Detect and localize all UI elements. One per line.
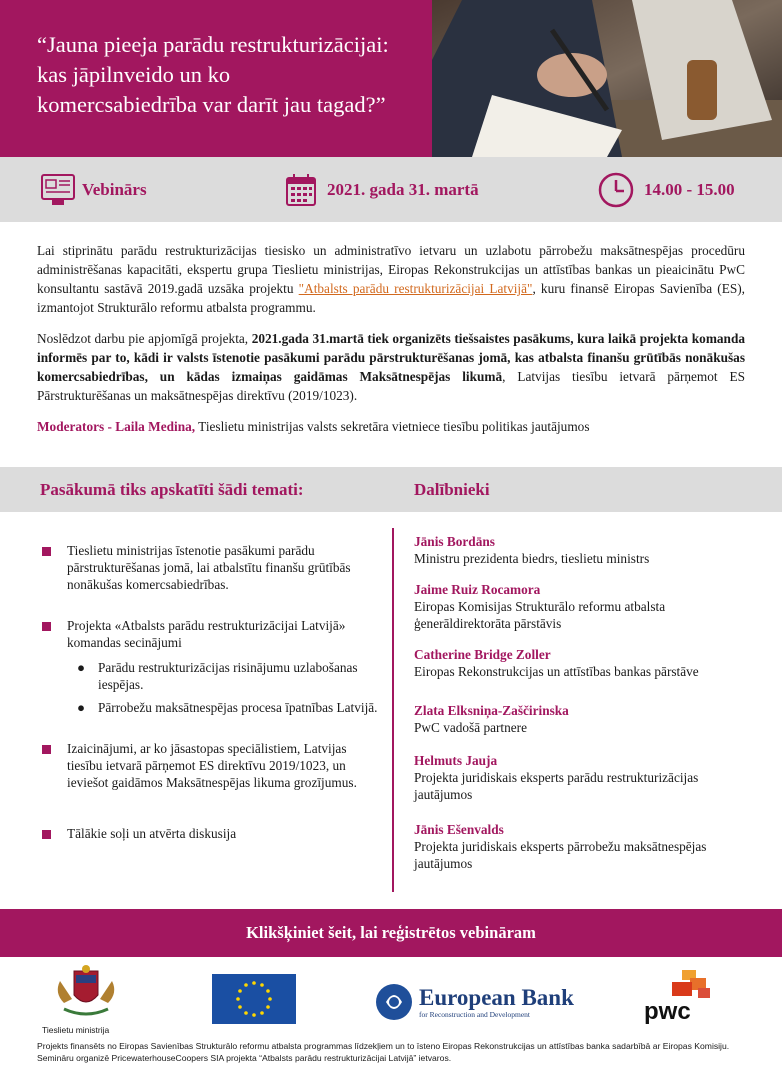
event-info-bar: [0, 157, 782, 222]
topics-list: [40, 542, 380, 842]
event-date: 2021. gada 31. martā: [285, 157, 479, 222]
bullet-square-icon: [42, 547, 51, 556]
bullet-dot-icon: ●: [77, 660, 86, 675]
eu-flag-icon: [212, 974, 296, 1024]
list-item: Zlata Elksniņa-Zaščirinska PwC vadošā partnere: [414, 703, 569, 735]
bullet-dot-icon: ●: [77, 700, 86, 715]
intro-paragraph-1: Lai stiprinātu parādu restrukturizācijas tiesisko un administratīvo ietvaru un uzlabotu pārrobežu maksātnespējas procedūru administrēšanas kapacitāti, ekspertu grupa Tieslietu ministrijas, Eiropas Rekonstrukcijas un attīstības bankas un pieaicinātu PwC konsultantu sastāvā 2019.gadā uzsāka projektu "Atbalsts parādu restrukturizācijai Latvijā", kuru finansē Eiropas Savienība (ES), izmantojot Strukturālo reformu atbalsta programmu.: [37, 243, 746, 315]
hero-photo: [432, 0, 782, 157]
ebrd-logo-title: European Bank: [419, 984, 574, 1010]
intro-text: [37, 241, 745, 448]
signing-document-photo-icon: [432, 0, 782, 157]
calendar-icon: [285, 173, 317, 207]
subtopics-list: [77, 659, 380, 716]
pwc-blocks-icon: [648, 968, 718, 1002]
clock-icon: [598, 172, 634, 208]
list-item: Projekta «Atbalsts parādu restrukturizācijai Latvijā» komandas secinājumi: [40, 617, 380, 651]
pwc-logo-text: pwc: [644, 998, 691, 1025]
column-divider: [392, 528, 394, 892]
footnote: Projekts finansēts no Eiropas Savienības Strukturālo reformu atbalsta programmas līdzekļiem un to īsteno Eiropas Rekonstrukcijas un attīstības banka sadarbībā ar Eiropas Komisiju. Semināru organizē PricewaterhouseCoopers SIA projekta “Atbalsts parādu restrukturizācijai Latvijā” ietvaros.: [37, 1041, 730, 1063]
ebrd-emblem-icon: [374, 982, 414, 1022]
list-item: Tālākie soļi un atvērta diskusija: [40, 825, 380, 842]
event-type: Vebinārs: [40, 157, 147, 222]
pwc-logo: [640, 968, 720, 1028]
project-link[interactable]: "Atbalsts parādu restrukturizācijai Latvijā": [298, 281, 533, 296]
list-item: ● Parādu restrukturizācijas risinājumu uzlabošanas iespējas.: [77, 660, 358, 692]
list-item: Catherine Bridge Zoller Eiropas Rekonstrukcijas un attīstības bankas pārstāve: [414, 647, 699, 679]
list-item: Tieslietu ministrijas īstenotie pasākumi parādu pārstrukturēšanas jomā, lai atbalstītu finanšu grūtībās nonākušas komercsabiedrības.: [40, 542, 380, 593]
page-title: “Jauna pieeja parādu restrukturizācijai: kas jāpilnveido un ko komercsabiedrība var darīt jau tagad?”: [37, 32, 389, 117]
bullet-square-icon: [42, 745, 51, 754]
eu-flag-logo: [212, 974, 296, 1024]
topics-heading: Pasākumā tiks apskatīti šādi temati:: [40, 480, 304, 499]
webinar-icon: [40, 172, 76, 208]
ebrd-logo-subtitle: for Reconstruction and Development: [419, 1009, 531, 1019]
participants-heading: Dalībnieki: [414, 480, 490, 499]
register-button[interactable]: Klikšķiniet šeit, lai reģistrētos vebināram: [0, 909, 782, 957]
bullet-square-icon: [42, 622, 51, 631]
ministry-logo-label: Tieslietu ministrija: [42, 1025, 110, 1035]
list-item: Helmuts Jauja Projekta juridiskais eksperts parādu restrukturizācijas jautājumos: [414, 753, 699, 802]
list-item: Jānis Bordāns Ministru prezidenta biedrs, tieslietu ministrs: [414, 534, 650, 566]
list-item: Izaicinājumi, ar ko jāsastopas speciālistiem, Latvijas tiesību ietvarā pārņemot ES direktīvu 2019/1023, un ieviešot gaidāmos Maksātnespējas likuma grozījumus.: [40, 740, 380, 791]
list-item: Jānis Ešenvalds Projekta juridiskais eksperts pārrobežu maksātnespējas jautājumos: [414, 822, 707, 871]
list-item: Jaime Ruiz Rocamora Eiropas Komisijas Strukturālo reformu atbalsta ģenerāldirektorāta pārstāvis: [414, 582, 666, 631]
coat-of-arms-icon: [50, 963, 122, 1019]
intro-paragraph-2: Noslēdzot darbu pie apjomīgā projekta, 2021.gada 31.martā tiek organizēts tiešsaistes pasākums, kura laikā projekta komanda informēs par to, kādi ir valsts īstenotie pasākumi parādu pārstrukturēšanas jomā, kas atbalsta finanšu grūtībās nonākušas komercsabiedrības, un kādas izmaiņas gaidāmas Maksātnespējas likumā, Latvijas tiesību ietvarā pārņemot ES Pārstrukturēšanas un maksātnespējas direktīvu (2019/1023).: [37, 331, 745, 403]
hero-banner: [0, 0, 782, 157]
ministry-logo: [42, 963, 132, 1033]
participants-list: [414, 533, 754, 872]
event-time: 14.00 - 15.00: [598, 157, 735, 222]
bullet-square-icon: [42, 830, 51, 839]
ebrd-logo: [374, 980, 584, 1024]
moderator-line: Moderators - Laila Medina, Tieslietu ministrijas valsts sekretāra vietniece tiesību politikas jautājumos: [37, 419, 590, 434]
list-item: ● Pārrobežu maksātnespējas procesa īpatnības Latvijā.: [77, 700, 378, 715]
